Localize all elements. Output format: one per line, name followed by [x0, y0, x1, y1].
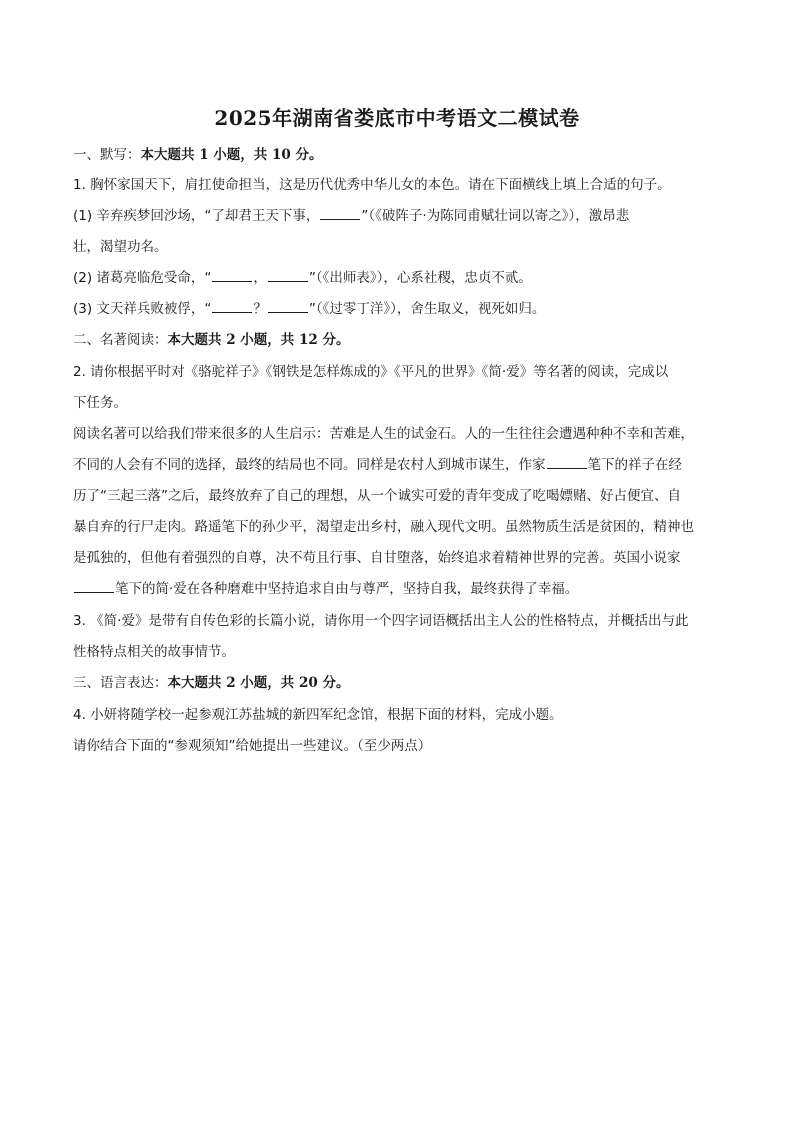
q4-instruction: 请你结合下面的“参观须知”给她提出一些建议。（至少两点） [73, 738, 432, 754]
q2-text-line: 不同的人会有不同的选择，最终的结局也不同。同样是农村人到城市谋生，作家 笔下的祥子在经 [73, 457, 682, 473]
exam-title: 2025年湖南省娄底市中考语文二模试卷 [214, 106, 580, 130]
q1-part2: (2) 诸葛亮临危受命，“ ， ”（《出师表》），心系社稷，忠贞不贰。 [73, 270, 532, 286]
q1-part1: (1) 辛弃疾梦回沙场，“了却君王天下事， ”（《破阵子·为陈同甫赋壮词以寄之》），激昂悲 [73, 208, 630, 224]
q2-stem: 2. 请你根据平时对《骆驼祥子》《钢铁是怎样炼成的》《平凡的世界》《简·爱》等名著的阅读，完成以 [73, 364, 669, 380]
q3-stem: 3. 《简·爱》是带有自传色彩的长篇小说，请你用一个四字词语概括出主人公的性格特点，并概括出与此 [73, 613, 689, 629]
section-3-heading: 三、语言表达：本大题共 2 小题，共 20 分。 [73, 675, 350, 691]
q2-text-line: 历了“三起三落”之后，最终放弃了自己的理想，从一个诚实可爱的青年变成了吃喝嫖赌、好占便宜、自 [73, 488, 681, 504]
q1-part1-cont: 壮，渴望功名。 [73, 239, 168, 255]
answer-blank[interactable] [212, 268, 252, 282]
q2-text-line: 是孤独的，但他有着强烈的自尊，决不苟且行事、自甘堕落，始终追求着精神世界的完善。英国小说家 [73, 550, 681, 566]
q2-text-line: 暴自弃的行尸走肉。路遥笔下的孙少平，渴望走出乡村，融入现代文明。虽然物质生活是贫困的，精神也 [73, 519, 694, 535]
answer-blank[interactable] [547, 455, 587, 469]
answer-blank[interactable] [268, 268, 308, 282]
answer-blank[interactable] [320, 206, 360, 220]
q2-stem-cont: 下任务。 [73, 395, 127, 411]
section-1-heading: 一、默写：本大题共 1 小题，共 10 分。 [73, 147, 323, 163]
q1-stem: 1. 胸怀家国天下，肩扛使命担当，这是历代优秀中华儿女的本色。请在下面横线上填上合适的句子。 [73, 177, 671, 193]
answer-blank[interactable] [212, 299, 252, 313]
q3-stem-cont: 性格特点相关的故事情节。 [73, 644, 235, 660]
q2-text-line: 阅读名著可以给我们带来很多的人生启示：苦难是人生的试金石。人的一生往往会遭遇种种不幸和苦难， [73, 426, 694, 442]
q2-text-line: 笔下的简·爱在各种磨难中坚持追求自由与尊严，坚持自我，最终获得了幸福。 [73, 579, 723, 599]
section-2-heading: 二、名著阅读：本大题共 2 小题，共 12 分。 [73, 332, 350, 348]
answer-blank[interactable] [74, 579, 114, 593]
q1-part3: (3) 文天祥兵败被俘，“ ？ ”（《过零丁洋》），舍生取义，视死如归。 [73, 301, 546, 317]
q4-stem: 4. 小妍将随学校一起参观江苏盐城的新四军纪念馆，根据下面的材料，完成小题。 [73, 707, 563, 723]
answer-blank[interactable] [268, 299, 308, 313]
